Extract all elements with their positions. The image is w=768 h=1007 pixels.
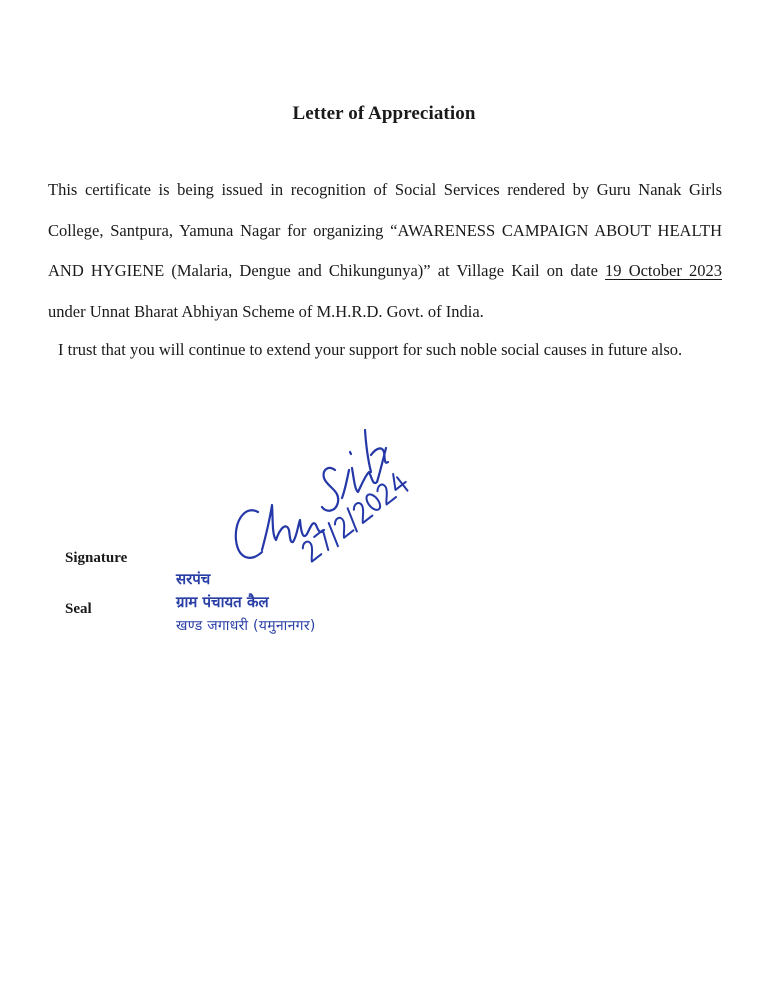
event-date: 19 October 2023 <box>605 261 722 280</box>
body-intro-text: This certificate is being issued in recognition of Social Services rendered by Guru Nanak Girls College, Santpura, Yamuna Nagar for organizing “AWARENESS CAMPAIGN ABOUT HEALTH AND HYGIENE (Malaria, Dengue and Chikungunya)” at Village Kail on date <box>48 180 722 280</box>
letter-closing-paragraph: I trust that you will continue to extend your support for such noble social causes in future also. <box>58 340 683 359</box>
stamp-line-title: सरपंच <box>176 570 211 588</box>
signature-label: Signature <box>65 550 128 566</box>
stamp-line-panchayat: ग्राम पंचायत कैल <box>176 593 269 611</box>
official-seal-stamp <box>176 568 316 638</box>
seal-label: Seal <box>65 601 92 617</box>
stamp-line-block: खण्ड जगाधरी (यमुनानगर) <box>176 618 316 634</box>
letter-title: Letter of Appreciation <box>292 103 476 124</box>
body-outro-text: under Unnat Bharat Abhiyan Scheme of M.H.R.D. Govt. of India. <box>48 301 484 321</box>
letter-body-paragraph <box>48 170 722 332</box>
